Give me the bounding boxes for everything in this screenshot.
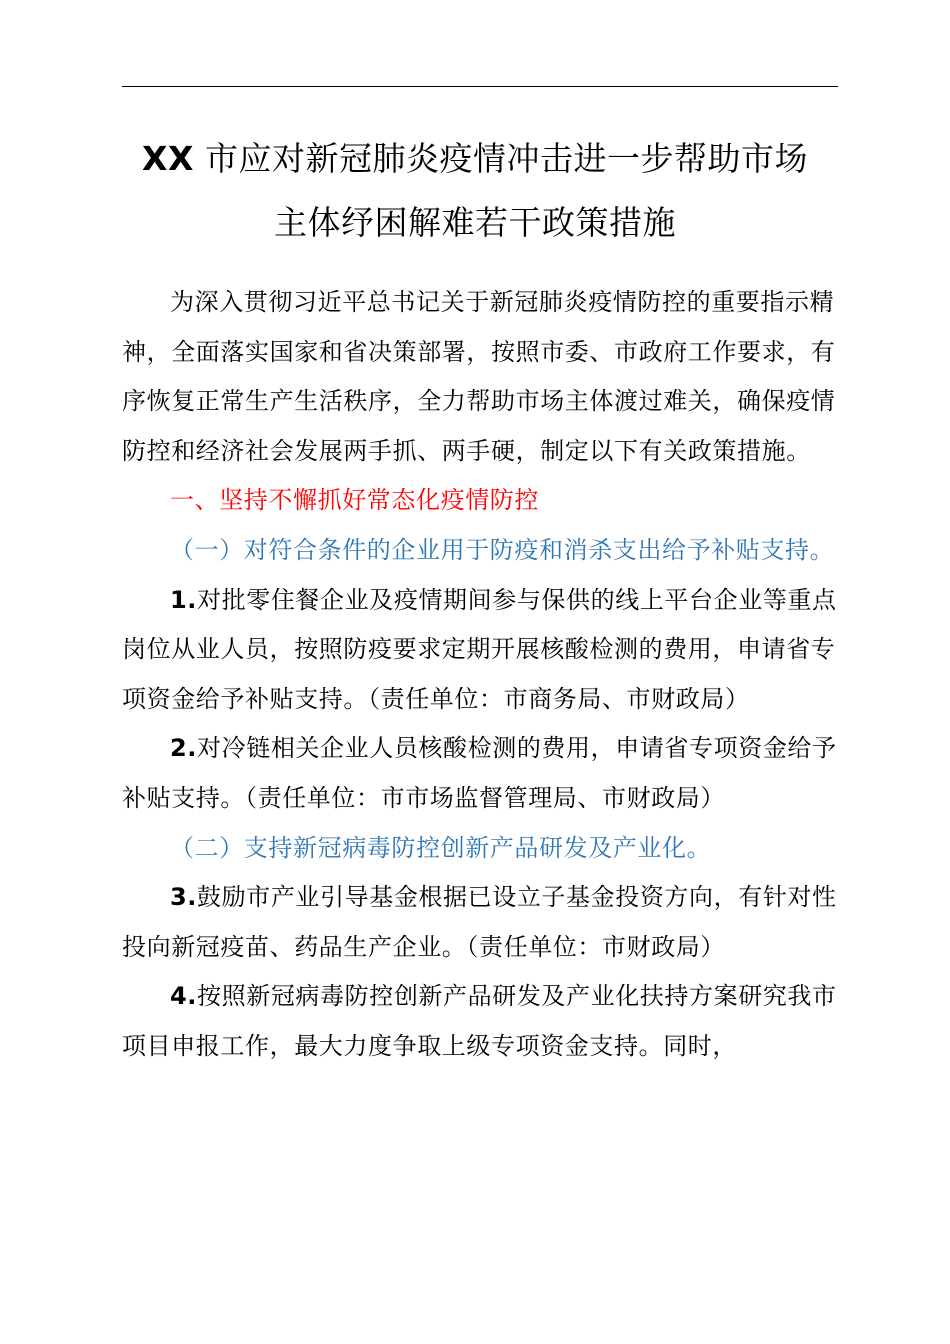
- item-4-number: 4.: [170, 982, 198, 1011]
- item-2-text: 对冷链相关企业人员核酸检测的费用，申请省专项资金给予补贴支持。（责任单位：市市场监督管理局、市财政局）: [122, 734, 837, 812]
- header-rule: [122, 86, 838, 87]
- title-bold-prefix: XX: [142, 139, 194, 178]
- section-heading-1: 一、坚持不懈抓好常态化疫情防控: [170, 486, 539, 515]
- item-2: [122, 724, 838, 823]
- item-3-text: 鼓励市产业引导基金根据已设立子基金投资方向，有针对性投向新冠疫苗、药品生产企业。（责任单位：市财政局）: [122, 883, 837, 961]
- intro-paragraph: 为深入贯彻习近平总书记关于新冠肺炎疫情防控的重要指示精神，全面落实国家和省决策部署，按照市委、市政府工作要求，有序恢复正常生产生活秩序，全力帮助市场主体渡过难关，确保疫情防控和经济社会发展两手抓、两手硬，制定以下有关政策措施。: [122, 288, 836, 465]
- item-3-number: 3.: [170, 883, 198, 912]
- subheading-1: （一）对符合条件的企业用于防疫和消杀支出给予补贴支持。: [170, 535, 835, 564]
- document-body: [122, 278, 838, 1072]
- item-1-number: 1.: [170, 585, 198, 614]
- document-title-line1: [100, 132, 850, 186]
- title-line1-text: 市应对新冠肺炎疫情冲击进一步帮助市场: [204, 139, 808, 178]
- item-4: [122, 972, 838, 1071]
- item-1-text: 对批零住餐企业及疫情期间参与保供的线上平台企业等重点岗位从业人员，按照防疫要求定期开展核酸检测的费用，申请省专项资金给予补贴支持。（责任单位：市商务局、市财政局）: [122, 585, 837, 713]
- document-title-line2: 主体纾困解难若干政策措施: [274, 203, 676, 242]
- subheading-2: （二）支持新冠病毒防控创新产品研发及产业化。: [170, 833, 712, 862]
- item-2-number: 2.: [170, 734, 198, 763]
- item-3: [122, 873, 838, 972]
- item-4-text: 按照新冠病毒防控创新产品研发及产业化扶持方案研究我市项目申报工作，最大力度争取上级专项资金支持。同时，: [122, 982, 837, 1060]
- item-1: [122, 576, 838, 725]
